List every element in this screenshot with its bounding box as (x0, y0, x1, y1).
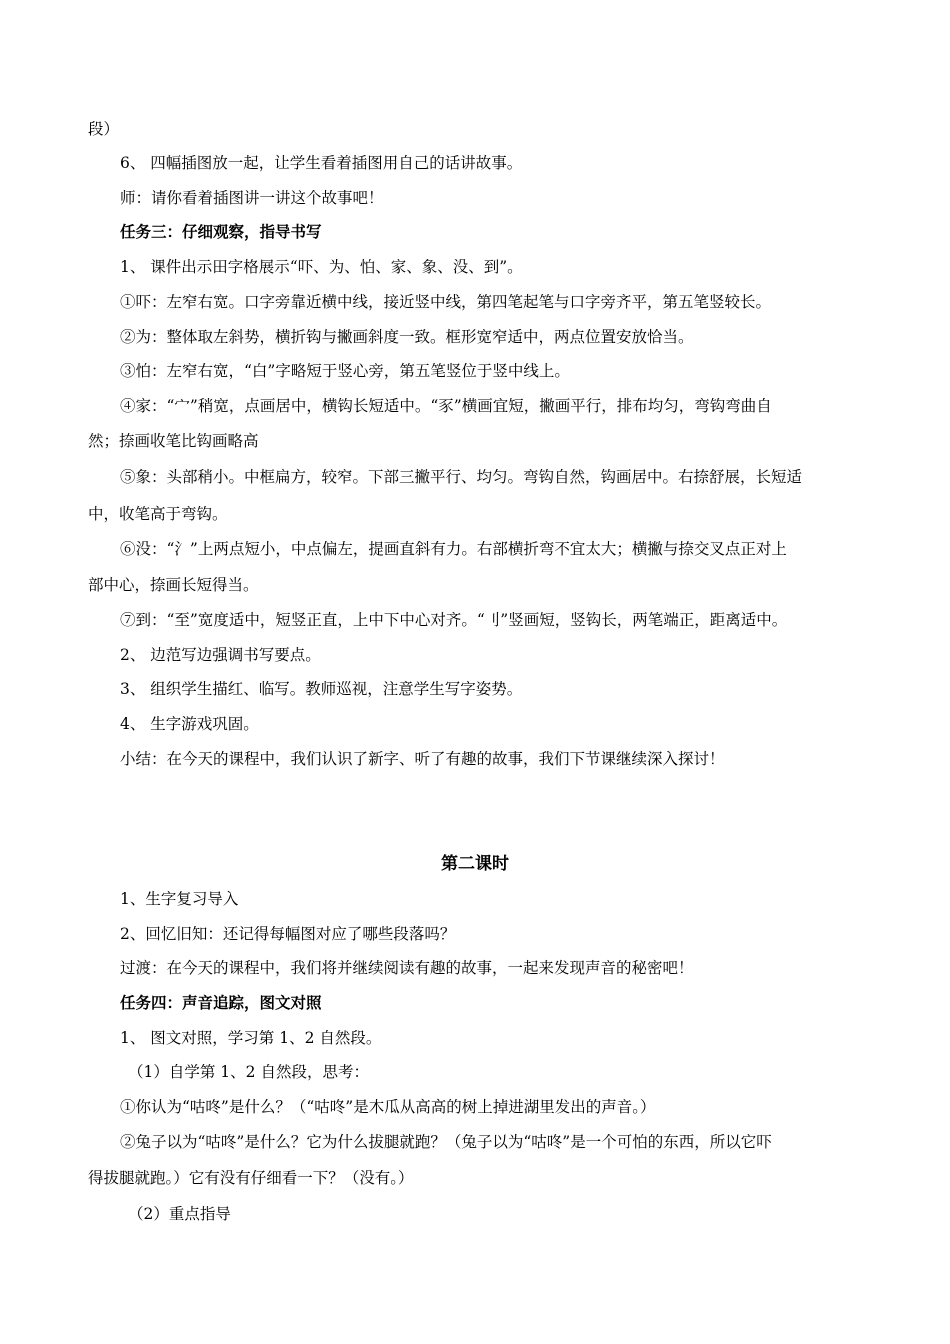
text-line: ①你认为“咕咚”是什么？（“咕咚”是木瓜从高高的树上掉进湖里发出的声音。） (120, 1098, 656, 1116)
text-line: 1、生字复习导入 (120, 890, 239, 908)
text-line: 段） (88, 120, 120, 138)
section-heading: 任务三：仔细观察，指导书写 (120, 222, 322, 241)
text-line: （1）自学第 1、2 自然段，思考： (128, 1063, 369, 1081)
text-line: ③怕：左窄右宽，“白”字略短于竖心旁，第五笔竖位于竖中线上。 (120, 362, 570, 380)
text-line: 师：请你看着插图讲一讲这个故事吧！ (120, 189, 384, 207)
text-line: ②兔子以为“咕咚”是什么？它为什么拔腿就跑？（兔子以为“咕咚”是一个可怕的东西，所以它吓 (120, 1133, 772, 1151)
text-line: 过渡：在今天的课程中，我们将并继续阅读有趣的故事，一起来发现声音的秘密吧！ (120, 959, 694, 977)
text-line: 4、 生字游戏巩固。 (120, 715, 259, 733)
text-line: ①吓：左窄右宽。口字旁靠近横中线，接近竖中线，第四笔起笔与口字旁齐平，第五笔竖较长。 (120, 293, 772, 311)
text-line: （2）重点指导 (128, 1205, 231, 1223)
text-line: 6、 四幅插图放一起，让学生看着插图用自己的话讲故事。 (120, 154, 523, 172)
text-line: ⑤象：头部稍小。中框扁方，较窄。下部三撇平行、均匀。弯钩自然，钩画居中。右捺舒展，长短适 (120, 468, 803, 486)
text-line: ⑥没：“氵”上两点短小，中点偏左，提画直斜有力。右部横折弯不宜太大；横撇与捺交叉点正对上 (120, 540, 787, 558)
text-line: 1、 课件出示田字格展示“吓、为、怕、家、象、没、到”。 (120, 258, 523, 276)
text-line: 中，收笔高于弯钩。 (88, 505, 228, 523)
lesson-heading: 第二课时 (441, 854, 509, 874)
text-line: 部中心，捺画长短得当。 (88, 576, 259, 594)
section-heading: 任务四：声音追踪，图文对照 (120, 993, 322, 1012)
text-line: 1、 图文对照，学习第 1、2 自然段。 (120, 1029, 382, 1047)
text-line: ⑦到：“至”宽度适中，短竖正直，上中下中心对齐。“刂”竖画短，竖钩长，两笔端正，距离适中。 (120, 611, 788, 629)
text-line: 得拔腿就跑。）它有没有仔细看一下？（没有。） (88, 1169, 414, 1187)
text-line: ②为：整体取左斜势，横折钩与撇画斜度一致。框形宽窄适中，两点位置安放恰当。 (120, 328, 694, 346)
text-line: 然；捺画收笔比钩画略高 (88, 432, 259, 450)
text-line: 2、回忆旧知：还记得每幅图对应了哪些段落吗？ (120, 925, 456, 943)
text-line: 3、 组织学生描红、临写。教师巡视，注意学生写字姿势。 (120, 680, 523, 698)
text-line: ④家：“宀”稍宽，点画居中，横钩长短适中。“豕”横画宜短，撇画平行，排布均匀，弯钩弯曲自 (120, 397, 772, 415)
text-line: 2、 边范写边强调书写要点。 (120, 646, 321, 664)
text-line: 小结：在今天的课程中，我们认识了新字、听了有趣的故事，我们下节课继续深入探讨！ (120, 750, 725, 768)
